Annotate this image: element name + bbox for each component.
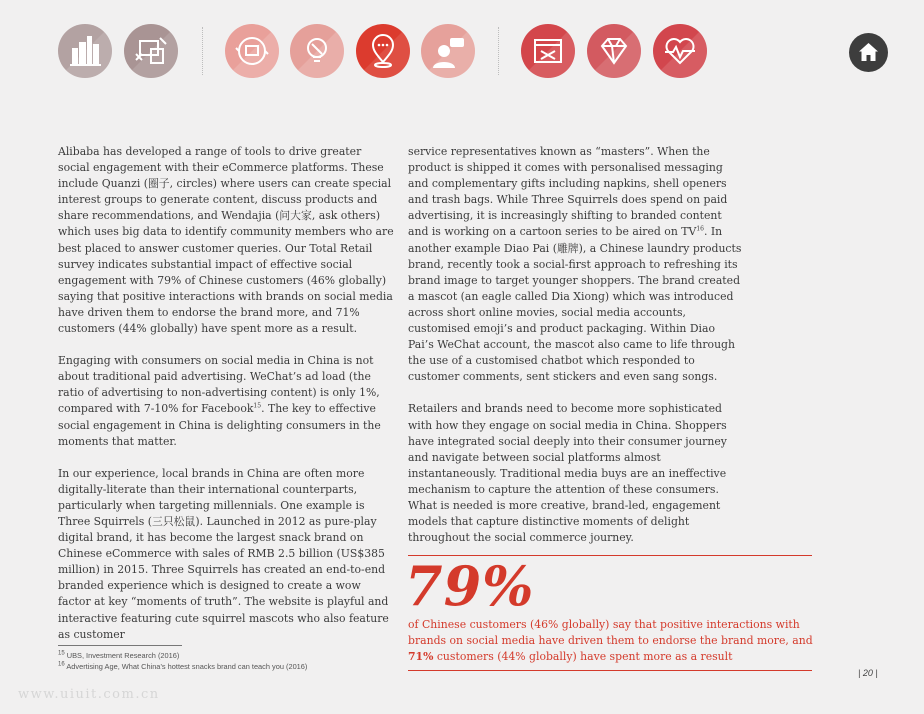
devices-arrows-icon[interactable]	[124, 24, 178, 78]
footnote-ref: 16	[696, 225, 704, 233]
location-chat-icon[interactable]	[356, 24, 410, 78]
callout-stat-number: 79%	[405, 554, 535, 618]
watermark: www.uiuit.com.cn	[18, 687, 160, 702]
separator	[498, 27, 499, 75]
paragraph: Retailers and brands need to become more sophisticated with how they engage on social media in China. Shoppers have integrated social deeply into their consumer journey and navigate between social platforms almost instantaneously. Traditional media buys are an ineffective mechanism to capture the attention of these consumers. What is needed is more creative, brand-led, engagement models that capture distinctive moments of delight throughout the social commerce journey.	[408, 402, 727, 545]
paragraph: Alibaba has developed a range of tools to drive greater social engagement with their eCommerce platforms. These include Quanzi (圈子, circles) where users can create special interest groups to generate content, discuss products and share recommendations, and Wendajia (问大家, ask others) which uses big data to identify community members who are best placed to answer customer queries. Our Total Retail survey indicates substantial impact of effective social engagement with 79% of Chinese customers (46% globally) saying that positive interactions with brands on social media have driven them to endorse the brand more, and 71% customers (44% globally) have spent more as a result.	[58, 145, 394, 336]
footnote-ref: 15	[253, 402, 262, 410]
callout-bottom-rule	[408, 670, 812, 671]
paragraph: Engaging with consumers on social media in China is not about traditional paid advertising. WeChat’s ad load (the ratio of advertising to non-advertising content) is only 1%, compared with 7-10% for Facebook$^{15}$. The key to effective social engagement in China is delighting consumers in the moments that matter.	[58, 354, 381, 448]
separator	[202, 27, 203, 75]
footnotes	[58, 650, 307, 672]
delivery-screen-icon[interactable]	[521, 24, 575, 78]
city-buildings-icon[interactable]	[58, 24, 112, 78]
paragraph: In our experience, local brands in China are often more digitally-literate than their international counterparts, particularly when targeting millennials. One example is Three Squirrels (三只松鼠). Launched in 2012 as pure-play digital brand, it has become the largest snack brand on Chinese eCommerce with sales of RMB 2.5 billion (US$385 million) in 2015. Three Squirrels has created an end-to-end branded experience which is designed to create a wow factor at key “moments of truth”. The website is playful and interactive featuring cute squirrel mascots who also feature as customer	[58, 466, 389, 641]
person-speech-icon[interactable]	[421, 24, 475, 78]
callout-stat-text: of Chinese customers (46% globally) say that positive interactions with brands on social media have driven them to endorse the brand more, and 71% customers (44% globally) have spent more as a result	[408, 618, 813, 664]
heart-pulse-icon[interactable]	[653, 24, 707, 78]
left-column	[58, 144, 394, 659]
lightbulb-icon[interactable]	[290, 24, 344, 78]
home-button[interactable]	[849, 33, 888, 72]
ecommerce-cycle-icon[interactable]	[225, 24, 279, 78]
callout-highlight: 71%	[408, 650, 434, 664]
diamond-icon[interactable]	[587, 24, 641, 78]
paragraph: service representatives known as “masters”. When the product is shipped it comes with personalised messaging and complementary gifts including napkins, shell openers and trash bags. While Three Squirrels does spend on paid advertising, it is increasingly shifting to branded content and is working on a cartoon series to be aired on TV$^{16}$. In another example Diao Pai (雕牌), a Chinese laundry products brand, recently took a social-first approach to refreshing its brand image to target younger shoppers. The brand created a mascot (an eagle called Dia Xiong) which was introduced across short online movies, social media accounts, customised emoji’s and product packaging. Within Diao Pai’s WeChat account, the mascot also came to life through the use of a customised chatbot which responded to customer comments, sent stickers and even sang songs.	[408, 145, 742, 384]
right-column	[408, 144, 744, 562]
footnote-divider	[58, 645, 182, 646]
footnote: $^{15}$ UBS, Investment Research (2016)	[58, 650, 180, 660]
page-number: | 20 |	[858, 668, 878, 678]
home-icon	[849, 33, 888, 72]
footnote: $^{16}$ Advertising Age, What China’s hottest snacks brand can teach you (2016)	[58, 661, 308, 671]
